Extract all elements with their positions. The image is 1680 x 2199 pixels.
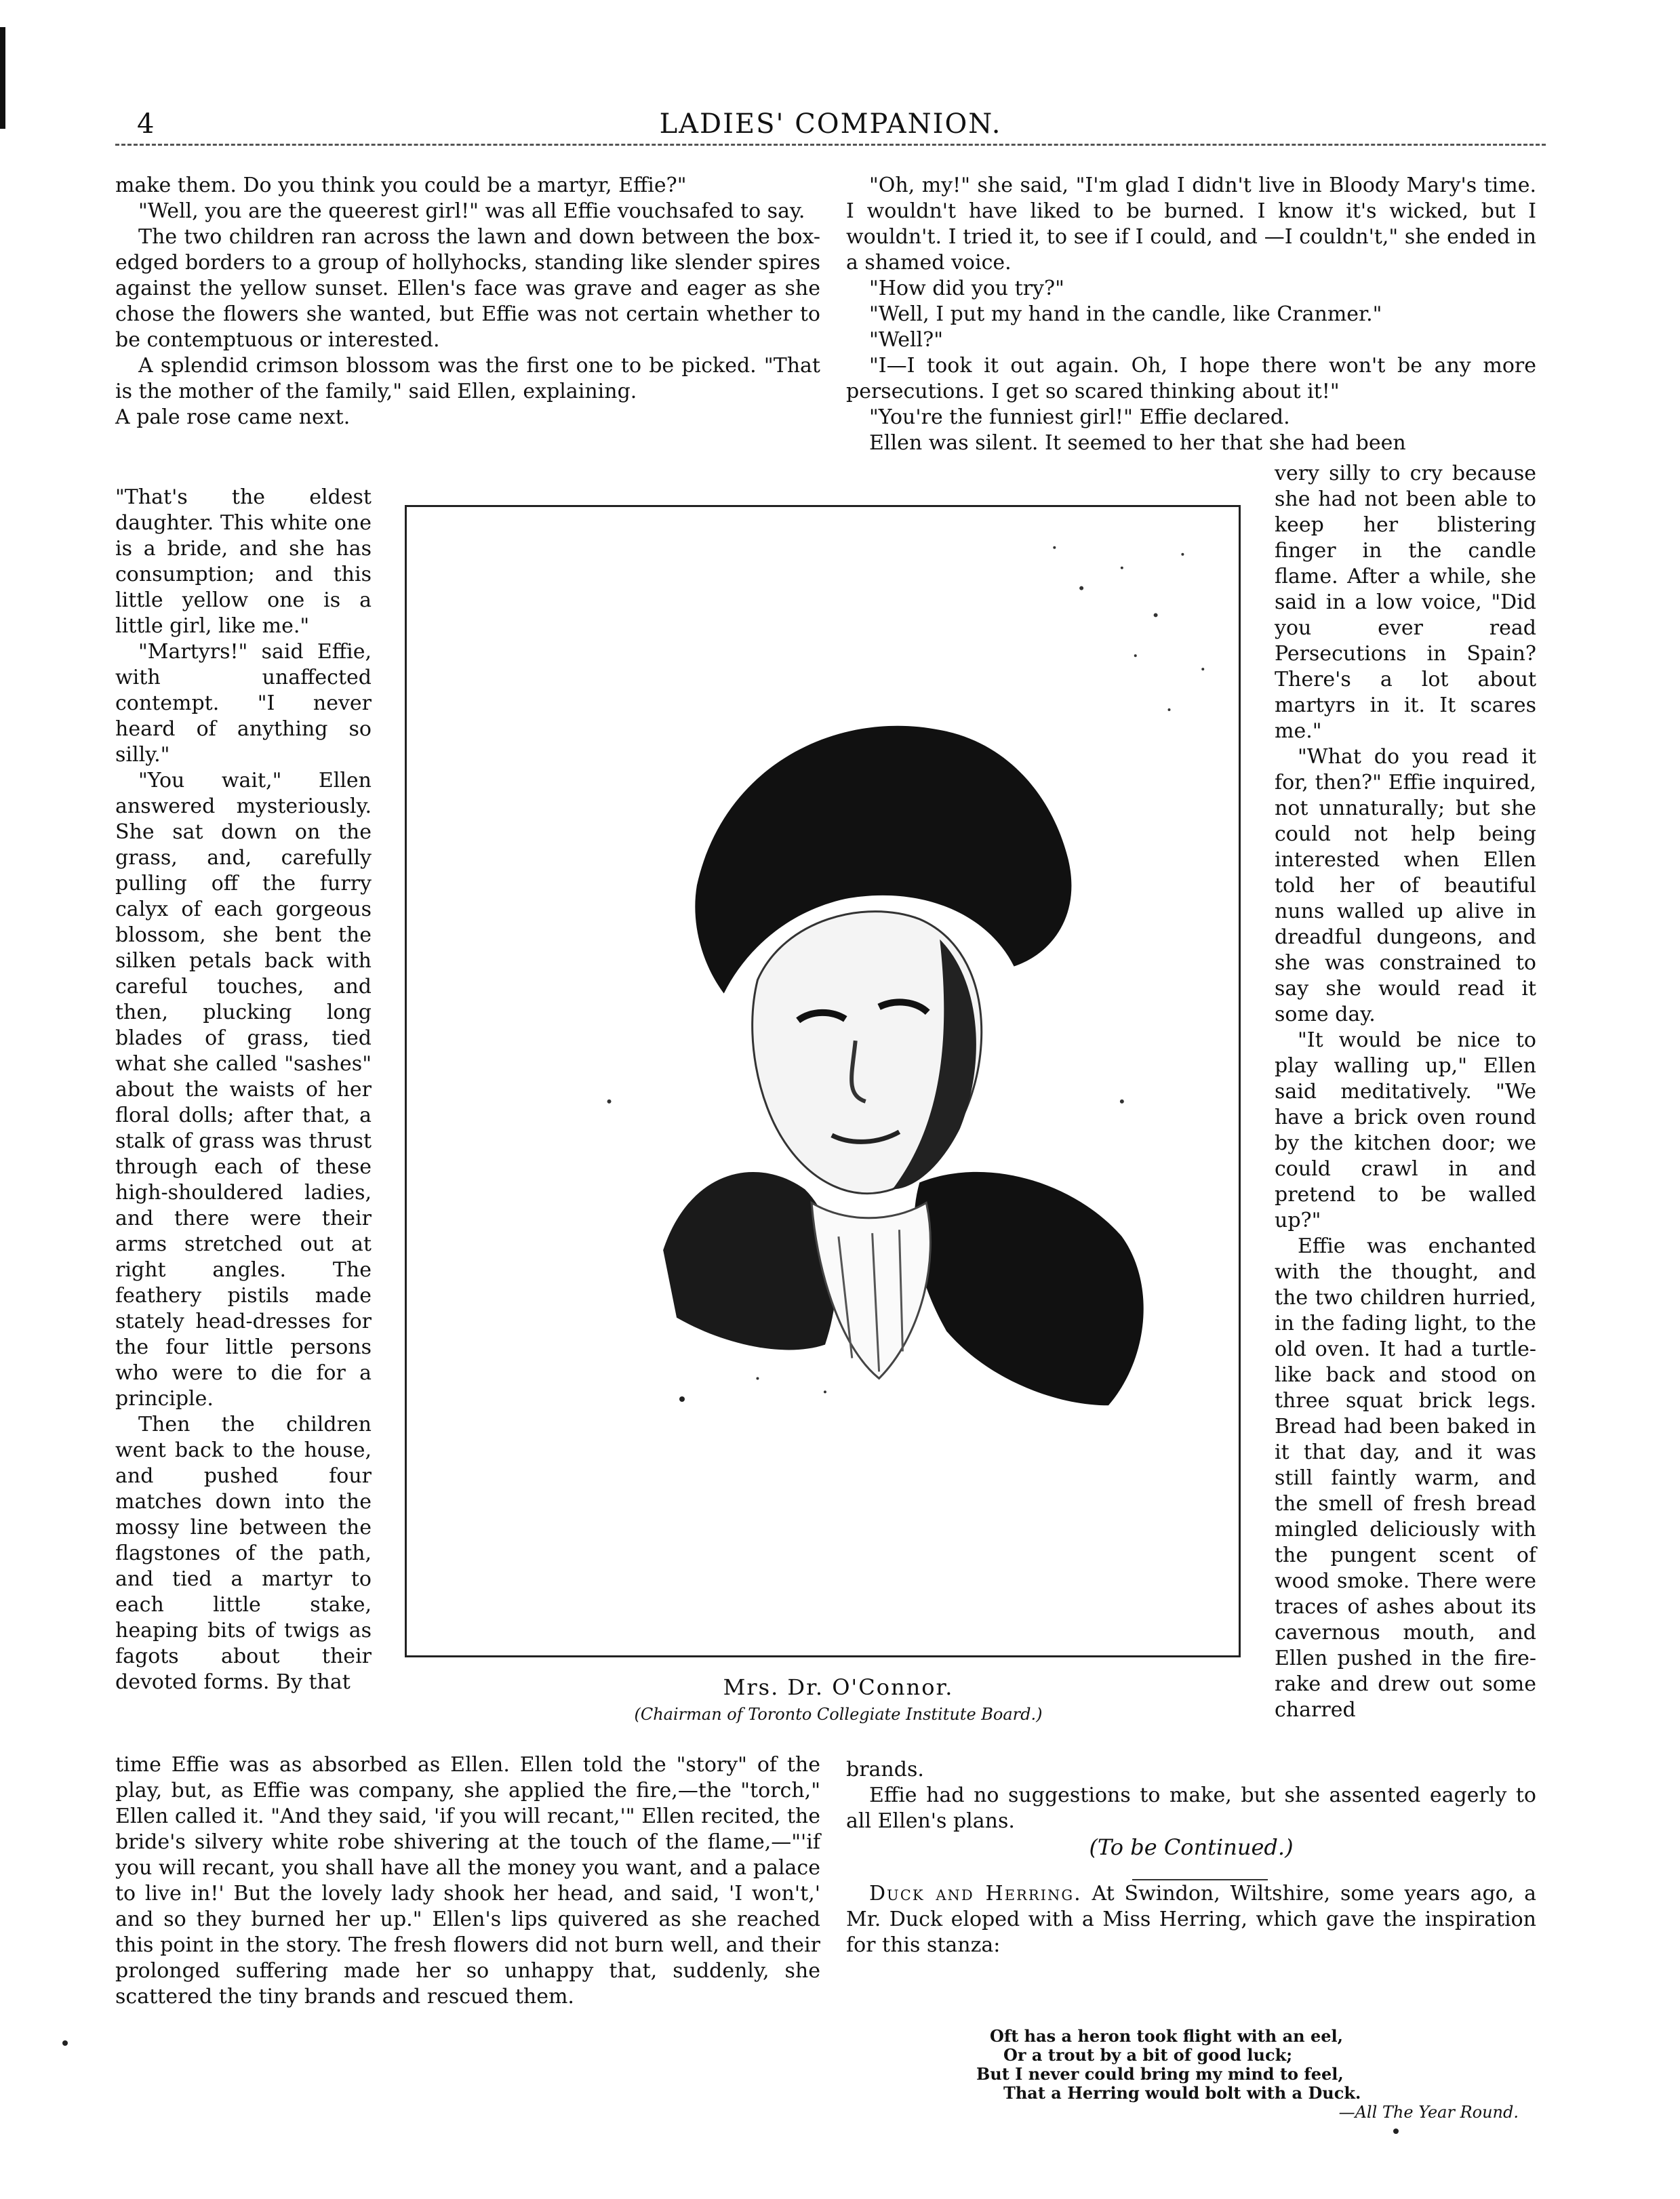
verse-line: Or a trout by a bit of good luck; bbox=[1003, 2045, 1293, 2065]
left-column-top bbox=[115, 173, 820, 430]
paragraph: "What do you read it for, then?" Effie inquired, not unnaturally; but she could not help being interested when Ellen told her of beautiful nuns walled up alive in dreadful dungeons, and she was constrained to say she would read it some day. bbox=[1275, 745, 1536, 1026]
paragraph: time Effie was as absorbed as Ellen. Ellen told the "story" of the play, but, as Effie was company, she applied the fire,—the "torch," Ellen called it. "And they said, 'if you will recant,'" Ellen recited, the bride's silvery white robe shivering at the touch of the flame,—"'if you will recant, you shall have all the money you want, and a palace to live in!' But the lovely lady shook her head, and said, 'I won't,' and so they burned her up." Ellen's lips quivered as she reached this point in the story. The fresh flowers did not burn well, and their prolonged suffering made her so unhappy that, suddenly, she scattered the tiny brands and rescued them. bbox=[115, 1753, 820, 2009]
paragraph: "That's the eldest daughter. This white one is a bride, and she has consumption; and this little yellow one is a little girl, like me." bbox=[115, 485, 372, 638]
paragraph: "Well, you are the queerest girl!" was all Effie vouchsafed to say. bbox=[138, 199, 805, 223]
running-title: LADIES' COMPANION. bbox=[659, 108, 1002, 140]
left-column-bottom bbox=[115, 1752, 820, 2010]
to-be-continued: (To be Continued.) bbox=[1089, 1834, 1294, 1860]
paragraph: A splendid crimson blossom was the first one to be picked. "That is the mother of the family," said Ellen, explaining. bbox=[115, 354, 820, 403]
paragraph: "It would be nice to play walling up," Ellen said meditatively. "We have a brick oven round by the kitchen door; we could crawl in and pretend to be walled up?" bbox=[1275, 1028, 1536, 1232]
paragraph: "You're the funniest girl!" Effie declared. bbox=[869, 405, 1290, 429]
paragraph: "You wait," Ellen answered mysteriously. She sat down on the grass, and, carefully pulling off the furry calyx of each gorgeous blossom, she bent the silken petals back with careful touches, and then, plucking long blades of grass, tied what she called "sashes" about the waists of her floral dolls; after that, a stalk of grass was thrust through each of these high-shouldered ladies, and there were their arms stretched out at right angles. The feathery pistils made stately head-dresses for the four little persons who were to die for a principle. bbox=[115, 769, 372, 1411]
paragraph: "Martyrs!" said Effie, with unaffected contempt. "I never heard of anything so silly." bbox=[115, 640, 372, 767]
right-column-bottom bbox=[846, 1757, 1536, 1834]
photo-caption-name: Mrs. Dr. O'Connor. bbox=[723, 1674, 954, 1700]
paragraph: "I—I took it out again. Oh, I hope there won't be any more persecutions. I get so scared thinking about it!" bbox=[846, 354, 1536, 403]
paragraph: "Well, I put my hand in the candle, like Cranmer." bbox=[869, 302, 1382, 326]
section-divider bbox=[1132, 1879, 1268, 1880]
paragraph: "How did you try?" bbox=[869, 277, 1064, 300]
paragraph: "Well?" bbox=[869, 328, 944, 352]
page-header bbox=[115, 108, 1546, 156]
paragraph: Effie had no suggestions to make, but she assented eagerly to all Ellen's plans. bbox=[846, 1783, 1536, 1833]
verse-line: That a Herring would bolt with a Duck. bbox=[1003, 2083, 1361, 2103]
verse-stanza bbox=[963, 2027, 1519, 2122]
paragraph: "Oh, my!" she said, "I'm glad I didn't live in Bloody Mary's time. I wouldn't have liked to be burned. I know it's wicked, but I wouldn't. I tried it, to see if I could, and —I couldn't," she ended in a shamed voice. bbox=[846, 174, 1536, 275]
filler-text: At Swindon, Wiltshire, some years ago, a Mr. Duck eloped with a Miss Herring, which gave the inspiration for this stanza: bbox=[846, 1882, 1537, 1957]
verse-line: Oft has a heron took flight with an eel, bbox=[990, 2026, 1343, 2046]
header-rule bbox=[115, 144, 1546, 148]
page-number: 4 bbox=[137, 108, 155, 140]
portrait-photo bbox=[405, 505, 1241, 1657]
right-column-top bbox=[846, 173, 1536, 456]
portrait-illustration bbox=[407, 507, 1239, 1655]
paragraph: A pale rose came next. bbox=[115, 405, 351, 429]
paragraph: Then the children went back to the house, and pushed four matches down into the mossy line between the flagstones of the path, and tied a martyr to each little stake, heaping bits of twigs as fagots about their devoted forms. By that bbox=[115, 1413, 372, 1694]
paragraph: The two children ran across the lawn and down between the box-edged borders to a group of hollyhocks, standing like slender spires against the yellow sunset. Ellen's face was grave and eager as she chose the flowers she wanted, but Effie was not certain whether to be contemptuous or interested. bbox=[115, 225, 820, 352]
paragraph: brands. bbox=[846, 1758, 924, 1781]
ink-speck bbox=[62, 2040, 68, 2046]
paragraph: make them. Do you think you could be a martyr, Effie?" bbox=[115, 174, 687, 197]
duck-and-herring-item bbox=[846, 1881, 1536, 1958]
scan-edge-mark bbox=[0, 27, 5, 129]
left-column-wrap bbox=[115, 485, 372, 1695]
paragraph: very silly to cry because she had not been able to keep her blistering finger in the candle flame. After a while, she said in a low voice, "Did you ever read Persecutions in Spain? There's a lot about martyrs in it. It scares me." bbox=[1275, 462, 1536, 743]
ink-speck bbox=[1393, 2129, 1399, 2134]
filler-heading: Duck and Herring. bbox=[869, 1882, 1082, 1905]
verse-line: But I never could bring my mind to feel, bbox=[976, 2064, 1344, 2084]
paragraph: Ellen was silent. It seemed to her that she had been bbox=[869, 431, 1406, 455]
paragraph: Effie was enchanted with the thought, and the two children hurried, in the fading light, to the old oven. It had a turtle-like back and stood on three squat brick legs. Bread had been baked in it that day, and it was still faintly warm, and the smell of fresh bread mingled deliciously with the pungent scent of wood smoke. There were traces of ashes about its cavernous mouth, and Ellen pushed in the fire-rake and drew out some charred bbox=[1275, 1234, 1536, 1722]
right-column-wrap bbox=[1275, 461, 1536, 1723]
verse-source: —All The Year Round. bbox=[1338, 2103, 1519, 2122]
ink-speck bbox=[679, 1396, 685, 1402]
photo-caption-title: (Chairman of Toronto Collegiate Institute Board.) bbox=[634, 1705, 1043, 1724]
